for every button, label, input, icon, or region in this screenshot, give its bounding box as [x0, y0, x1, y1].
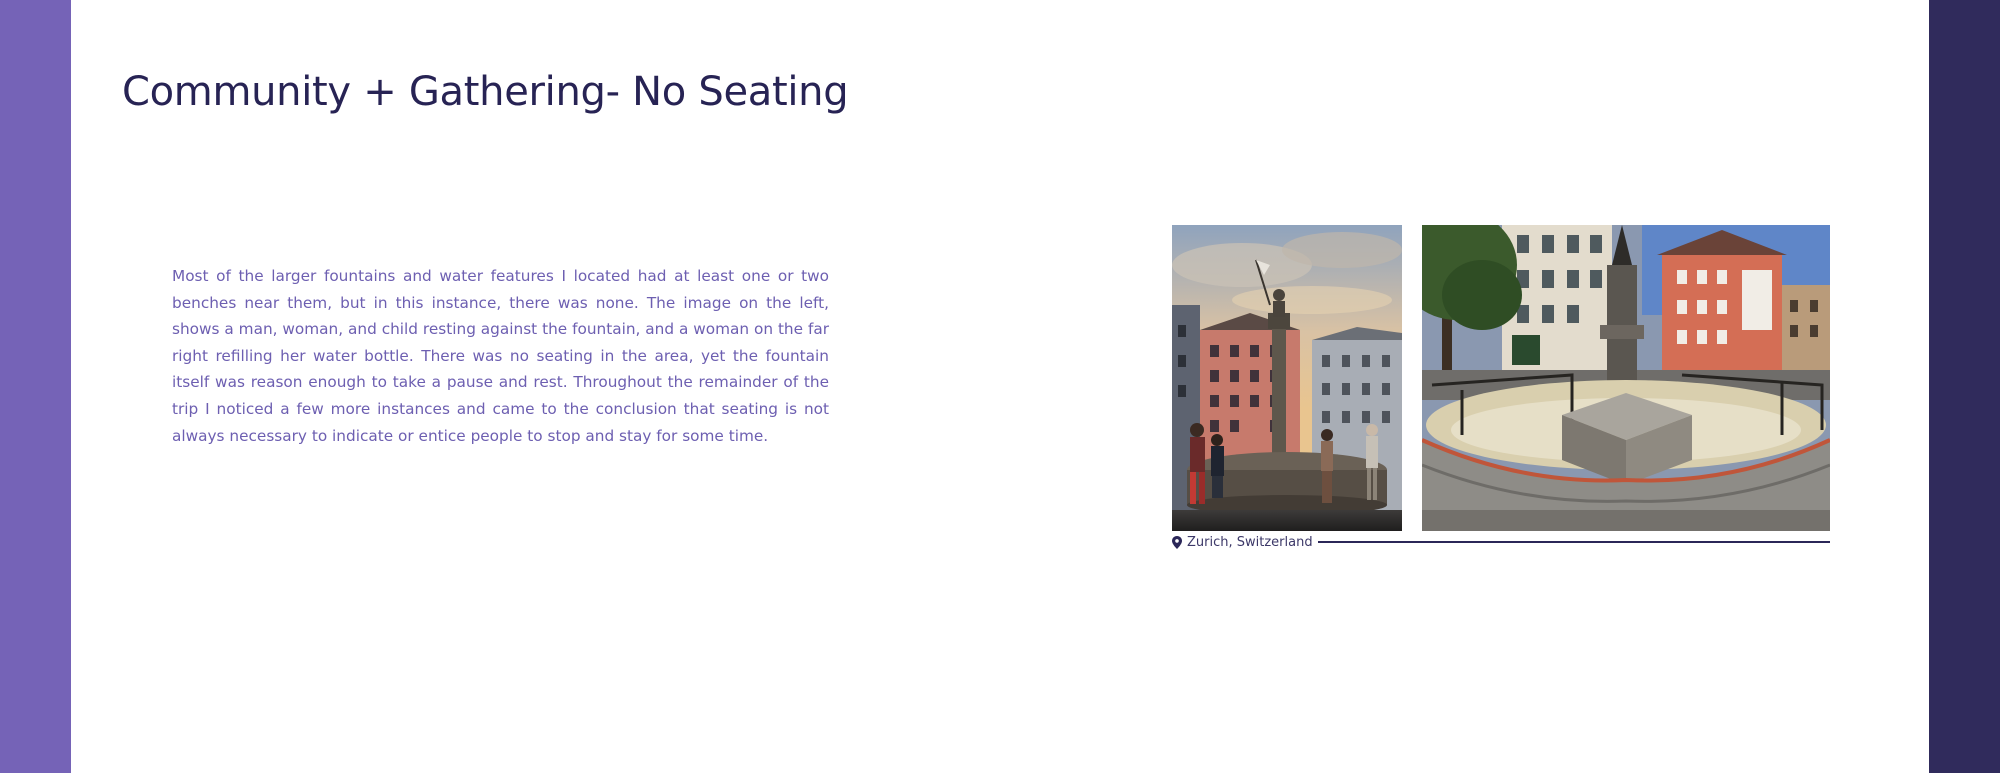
right-accent-band: [1929, 0, 2000, 773]
location-pin-icon: [1172, 536, 1182, 549]
left-accent-band: [0, 0, 71, 773]
location-label: Zurich, Switzerland: [1187, 534, 1313, 550]
photo-caption: [1172, 533, 1830, 551]
caption-divider: [1318, 541, 1830, 543]
page-title: Community + Gathering- No Seating: [122, 69, 849, 115]
fountain-people-photo: [1172, 225, 1402, 531]
fountain-basin-photo: [1422, 225, 1830, 531]
body-paragraph: Most of the larger fountains and water features I located had at least one or two benches near them, but in this instance, there was none. The image on the left, shows a man, woman, and child resting against the fountain, and a woman on the far right refilling her water bottle. There was no seating in the area, yet the fountain itself was reason enough to take a pause and rest. Throughout the remainder of the trip I noticed a few more instances and came to the conclusion that seating is not always necessary to indicate or entice people to stop and stay for some time.: [172, 267, 829, 445]
